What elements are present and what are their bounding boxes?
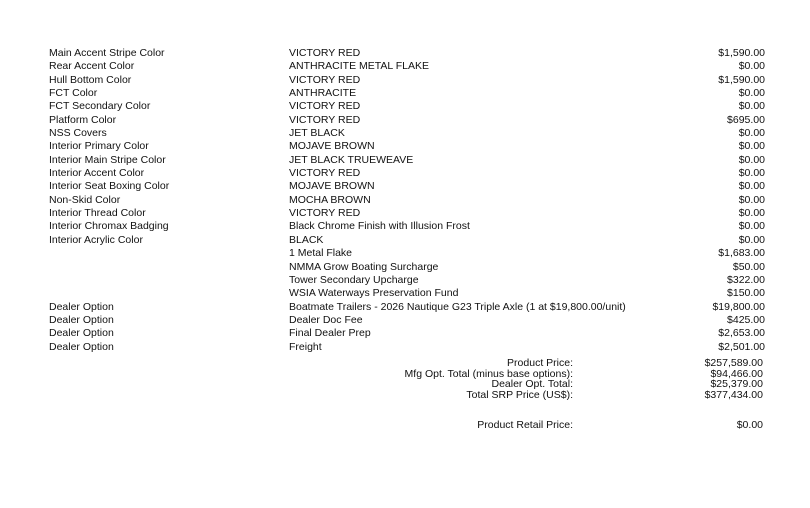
option-description: MOJAVE BROWN [289,180,375,193]
option-description: VICTORY RED [289,47,361,59]
option-description: 1 Metal Flake [289,247,353,260]
option-row [49,127,765,140]
option-price: $1,590.00 [718,73,765,86]
option-price: $0.00 [738,180,765,193]
option-description: VICTORY RED [289,113,361,126]
option-description: JET BLACK [289,127,345,140]
total-value: $25,379.00 [710,378,763,391]
option-description: VICTORY RED [289,73,361,86]
option-category: Platform Color [49,113,117,126]
total-row-total-srp [49,390,763,401]
option-category: Interior Primary Color [49,140,149,153]
option-category: Rear Accent Color [49,60,135,73]
option-category: FCT Secondary Color [49,100,151,113]
option-description: Tower Secondary Upcharge [289,273,419,286]
option-category: Interior Seat Boxing Color [49,180,170,193]
option-price: $0.00 [738,233,765,246]
option-price: $695.00 [727,113,765,126]
total-label: Dealer Opt. Total: [491,378,573,391]
option-category: Interior Accent Color [49,167,145,180]
option-row [49,140,765,153]
total-label: Total SRP Price (US$): [466,388,573,401]
option-description: ANTHRACITE [289,87,357,100]
option-category: Interior Main Stripe Color [49,153,166,166]
option-price: $19,800.00 [712,300,765,313]
option-description: Freight [289,340,322,353]
option-description: VICTORY RED [289,100,361,113]
option-category: Dealer Option [49,340,114,353]
option-category: Hull Bottom Color [49,73,132,86]
option-description: Final Dealer Prep [289,327,371,340]
retail-price-value: $0.00 [736,419,763,431]
option-category: Dealer Option [49,300,114,313]
option-row [49,114,765,127]
option-row [49,180,765,193]
option-price: $150.00 [727,287,765,300]
option-price: $2,501.00 [718,340,765,353]
option-price: $0.00 [738,87,765,100]
option-category: Interior Thread Color [49,207,146,220]
option-row [49,220,765,233]
option-row [49,74,765,87]
option-row [49,100,765,113]
total-row-product-price [49,358,763,369]
option-price: $0.00 [738,153,765,166]
option-price: $1,590.00 [718,47,765,59]
option-category: FCT Color [49,87,98,100]
option-row [49,87,765,100]
option-row [49,327,765,340]
option-price: $0.00 [738,207,765,220]
option-row [49,207,765,220]
option-price: $0.00 [738,100,765,113]
option-row [49,154,765,167]
totals-section [49,358,763,400]
option-row [49,167,765,180]
option-price: $0.00 [738,220,765,233]
option-category: NSS Covers [49,127,107,140]
product-retail-price-row [49,419,763,431]
option-row [49,287,765,300]
option-price: $1,683.00 [718,247,765,260]
option-row [49,47,765,60]
option-price: $50.00 [732,260,765,273]
option-description: Dealer Doc Fee [289,313,363,326]
option-description: VICTORY RED [289,207,361,220]
option-category: Interior Chromax Badging [49,220,169,233]
total-row-dealer-opt-total [49,379,763,390]
option-description: VICTORY RED [289,167,361,180]
option-description: BLACK [289,233,324,246]
option-price: $322.00 [727,273,765,286]
total-row-mfg-opt-total [49,369,763,380]
option-price: $0.00 [738,167,765,180]
option-description: WSIA Waterways Preservation Fund [289,287,459,300]
option-description: MOCHA BROWN [289,193,371,206]
total-value: $94,466.00 [710,367,763,380]
option-row [49,261,765,274]
total-value: $257,589.00 [704,357,763,369]
option-price: $0.00 [738,127,765,140]
option-row [49,274,765,287]
option-row [49,194,765,207]
option-description: NMMA Grow Boating Surcharge [289,260,439,273]
option-row [49,314,765,327]
option-description: Black Chrome Finish with Illusion Frost [289,220,470,233]
options-table [49,47,765,354]
option-row [49,234,765,247]
option-price: $0.00 [738,193,765,206]
total-value: $377,434.00 [704,388,763,401]
option-description: JET BLACK TRUEWEAVE [289,153,414,166]
total-label: Mfg Opt. Total (minus base options): [404,367,573,380]
option-price: $0.00 [738,140,765,153]
option-category: Non-Skid Color [49,193,121,206]
option-category: Dealer Option [49,327,114,340]
option-row [49,341,765,354]
option-row [49,60,765,73]
option-row [49,301,765,314]
option-description: ANTHRACITE METAL FLAKE [289,60,430,73]
option-price: $0.00 [738,60,765,73]
option-price: $2,653.00 [718,327,765,340]
option-description: MOJAVE BROWN [289,140,375,153]
option-price: $425.00 [727,313,765,326]
option-row [49,247,765,260]
option-category: Interior Acrylic Color [49,233,143,246]
total-label: Product Price: [507,357,573,369]
retail-price-label: Product Retail Price: [477,419,573,431]
option-category: Main Accent Stripe Color [49,47,165,59]
option-description: Boatmate Trailers - 2026 Nautique G23 Triple Axle (1 at $19,800.00/unit) [289,300,626,313]
option-category: Dealer Option [49,313,114,326]
